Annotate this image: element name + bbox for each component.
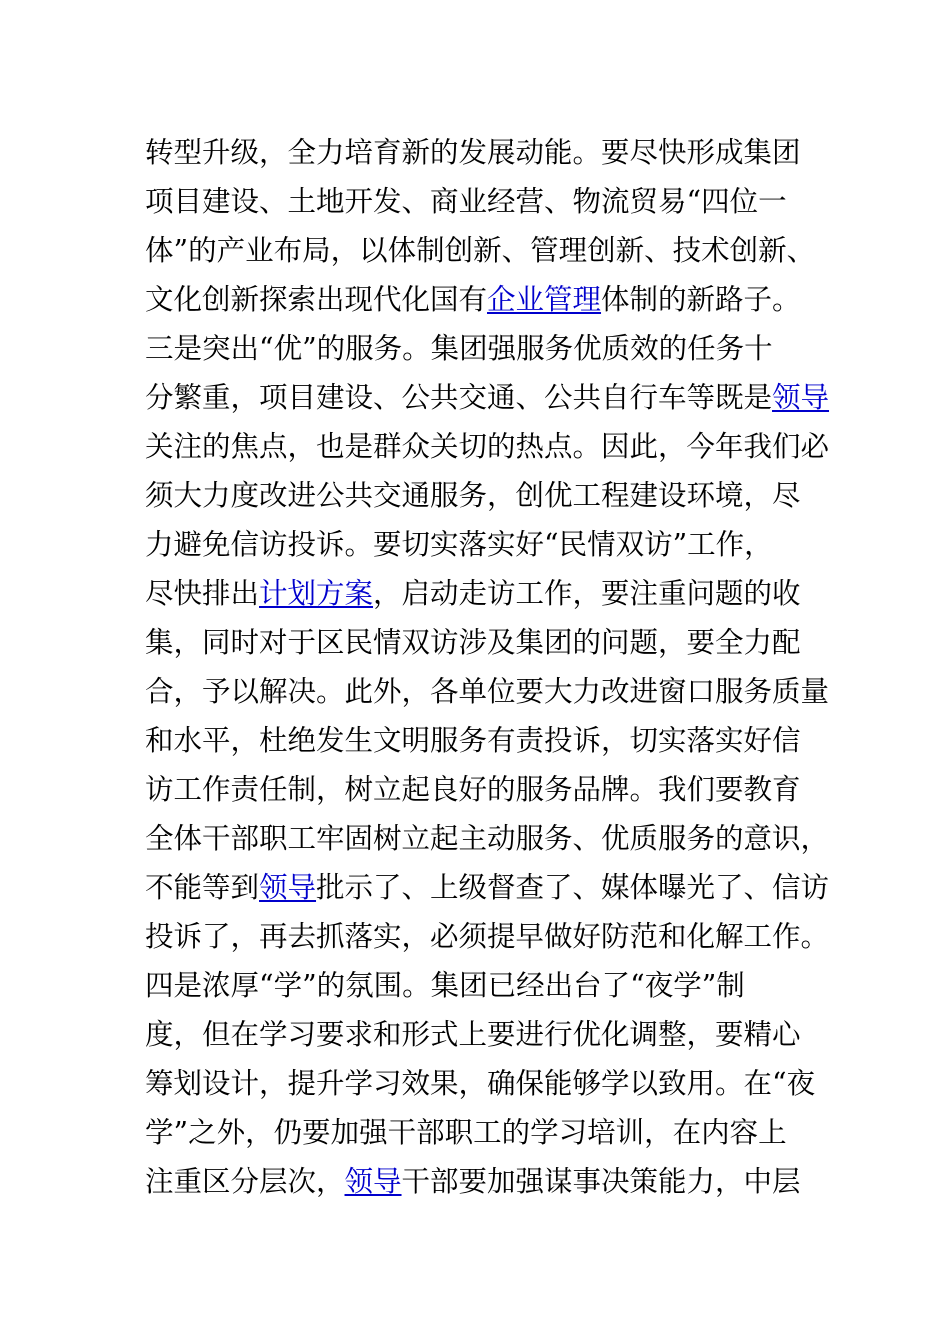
text-line [145, 1157, 825, 1206]
text-segment: 批示了、上级督查了、媒体曝光了、信访 [316, 871, 830, 904]
text-line [145, 471, 825, 520]
text-line [145, 716, 825, 765]
text-segment: 分繁重，项目建设、公共交通、公共自行车等既是 [145, 381, 773, 414]
body-text [145, 128, 830, 1206]
text-line [145, 569, 825, 618]
text-segment: 四是浓厚“学”的氛围。集团已经出台了“夜学”制 [145, 969, 745, 1002]
text-line [145, 520, 825, 569]
text-segment: 全体干部职工牢固树立起主动服务、优质服务的意识， [145, 822, 830, 855]
text-line [145, 618, 825, 667]
text-segment: 项目建设、土地开发、商业经营、物流贸易“四位一 [145, 185, 787, 218]
text-segment: 须大力度改进公共交通服务，创优工程建设环境，尽 [145, 479, 801, 512]
hyperlink[interactable]: 领导 [344, 1165, 402, 1198]
text-segment: 筹划设计，提升学习效果，确保能够学以致用。在“夜 [145, 1067, 816, 1100]
text-segment: 不能等到 [145, 871, 260, 904]
text-segment: 尽快排出 [145, 577, 260, 610]
text-line [145, 765, 825, 814]
text-segment: 体制的新路子。 [601, 283, 801, 316]
text-segment: 学”之外，仍要加强干部职工的学习培训，在内容上 [145, 1116, 787, 1149]
text-line [145, 667, 830, 716]
text-line [145, 1059, 825, 1108]
text-line [145, 1108, 825, 1157]
text-line [145, 275, 825, 324]
text-segment: ，启动走访工作，要注重问题的收 [373, 577, 801, 610]
text-segment: 力避免信访投诉。要切实落实好“民情双访”工作， [145, 528, 773, 561]
text-segment: 文化创新探索出现代化国有 [145, 283, 488, 316]
text-line [145, 961, 825, 1010]
text-line [145, 128, 825, 177]
text-segment: 和水平，杜绝发生文明服务有责投诉，切实落实好信 [145, 724, 801, 757]
text-segment: 干部要加强谋事决策能力，中层 [401, 1165, 801, 1198]
text-segment: 访工作责任制，树立起良好的服务品牌。我们要教育 [145, 773, 801, 806]
text-segment: 投诉了，再去抓落实，必须提早做好防范和化解工作。 [145, 920, 830, 953]
text-segment: 体”的产业布局，以体制创新、管理创新、技术创新、 [145, 234, 816, 267]
text-line [145, 863, 830, 912]
hyperlink[interactable]: 企业管理 [487, 283, 602, 316]
text-segment: 合，予以解决。此外，各单位要大力改进窗口服务质量 [145, 675, 830, 708]
text-line [145, 814, 830, 863]
hyperlink[interactable]: 计划方案 [259, 577, 374, 610]
text-line [145, 373, 830, 422]
text-segment: 集，同时对于区民情双访涉及集团的问题，要全力配 [145, 626, 801, 659]
hyperlink[interactable]: 领导 [772, 381, 830, 414]
text-segment: 度，但在学习要求和形式上要进行优化调整，要精心 [145, 1018, 801, 1051]
text-segment: 注重区分层次， [145, 1165, 345, 1198]
text-line [145, 324, 825, 373]
text-line [145, 1010, 825, 1059]
hyperlink[interactable]: 领导 [259, 871, 317, 904]
text-segment: 关注的焦点，也是群众关切的热点。因此，今年我们必 [145, 430, 830, 463]
text-segment: 三是突出“优”的服务。集团强服务优质效的任务十 [145, 332, 773, 365]
text-line [145, 912, 830, 961]
text-line [145, 422, 830, 471]
text-segment: 转型升级，全力培育新的发展动能。要尽快形成集团 [145, 136, 801, 169]
text-line [145, 226, 825, 275]
text-line [145, 177, 825, 226]
